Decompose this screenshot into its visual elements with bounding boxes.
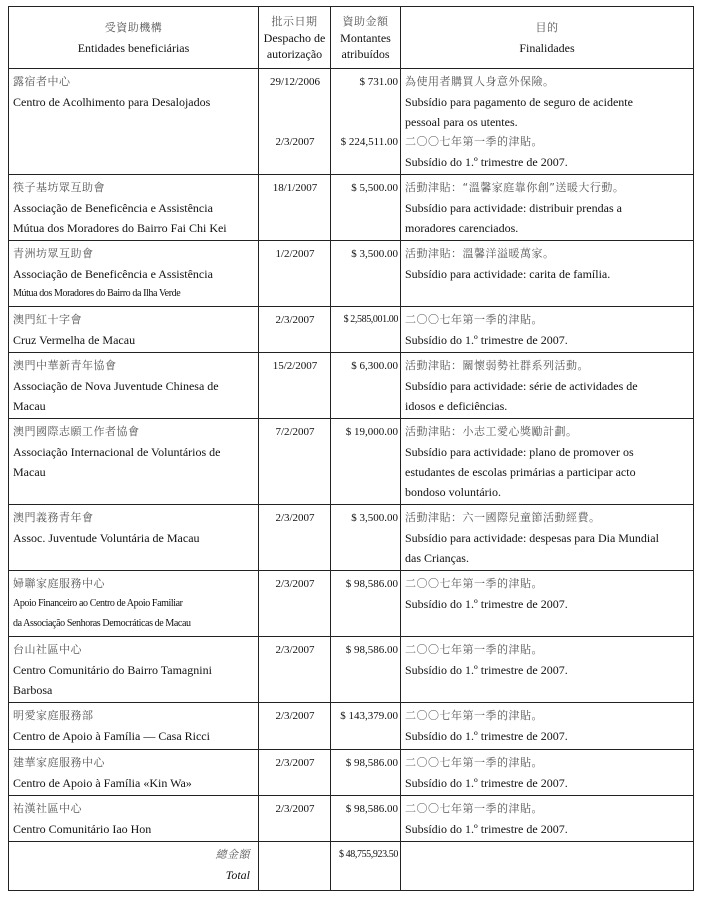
entity-name-pt: Associação Internacional de Voluntários de bbox=[13, 445, 221, 459]
entity-name-pt: da Associação Senhoras Democráticas de Macau bbox=[13, 618, 191, 629]
entity-name-zh: 澳門中華新青年協會 bbox=[13, 359, 117, 372]
purpose-entry bbox=[405, 640, 690, 680]
date-cell bbox=[259, 637, 331, 703]
amount-cell bbox=[331, 69, 401, 175]
amount-cell bbox=[331, 571, 401, 637]
approval-date: 2/3/2007 bbox=[275, 803, 315, 815]
amount-cell bbox=[331, 353, 401, 419]
header-entity-pt: Entidades beneficiárias bbox=[77, 40, 190, 55]
header-purpose-pt: Finalidades bbox=[519, 40, 575, 55]
purpose-pt: estudantes de escolas primárias a participar acto bbox=[405, 465, 636, 479]
amount: $ 98,586.00 bbox=[345, 757, 398, 769]
purpose-pt: Subsídio do 1.º trimestre de 2007. bbox=[405, 333, 568, 347]
amount-cell bbox=[331, 505, 401, 571]
total-amount: $ 48,755,923.50 bbox=[331, 842, 401, 891]
purpose-zh: 二〇〇七年第一季的津貼。 bbox=[405, 709, 543, 722]
entity-name-pt: Barbosa bbox=[13, 683, 53, 697]
table-row bbox=[9, 419, 694, 505]
approval-date: 2/3/2007 bbox=[275, 314, 315, 326]
total-label bbox=[9, 842, 259, 891]
amount: $ 3,500.00 bbox=[351, 248, 398, 260]
total-label-pt: Total bbox=[225, 868, 250, 882]
purpose-pt: Subsídio para actividade: carita de família. bbox=[405, 267, 611, 281]
entity-name-zh: 澳門國際志願工作者協會 bbox=[13, 425, 140, 438]
header-purpose bbox=[401, 7, 694, 69]
purpose-zh: 活動津貼：小志工愛心獎勵計劃。 bbox=[405, 425, 578, 438]
entity-name-zh: 澳門紅十字會 bbox=[13, 313, 82, 326]
approval-date: 2/3/2007 bbox=[275, 512, 315, 524]
purpose-cell bbox=[401, 637, 694, 703]
entity-name-zh: 台山社區中心 bbox=[13, 643, 82, 656]
purpose-cell bbox=[401, 69, 694, 175]
amount-cell bbox=[331, 750, 401, 796]
purpose-cell bbox=[401, 241, 694, 307]
purpose-cell bbox=[401, 419, 694, 505]
header-purpose-zh: 目的 bbox=[535, 20, 559, 34]
purpose-pt: pessoal para os utentes. bbox=[405, 115, 518, 129]
entity-name-pt: Cruz Vermelha de Macau bbox=[13, 333, 136, 347]
amount: $ 224,511.00 bbox=[340, 136, 398, 148]
entity-name-pt: Macau bbox=[13, 465, 46, 479]
approval-date: 15/2/2007 bbox=[272, 360, 318, 372]
purpose-entry bbox=[405, 422, 690, 502]
purpose-cell bbox=[401, 750, 694, 796]
entity-name-pt: Centro Comunitário do Bairro Tamagnini bbox=[13, 663, 212, 677]
header-entity-zh: 受資助機構 bbox=[104, 20, 163, 34]
date-cell bbox=[259, 796, 331, 842]
entity-cell bbox=[9, 750, 259, 796]
table-row bbox=[9, 703, 694, 750]
approval-date: 2/3/2007 bbox=[275, 710, 315, 722]
date-cell bbox=[259, 241, 331, 307]
amount: $ 5,500.00 bbox=[351, 182, 398, 194]
purpose-entry bbox=[405, 574, 690, 614]
entity-name-pt: Centro de Apoio à Família — Casa Ricci bbox=[13, 729, 210, 743]
amount-cell bbox=[331, 637, 401, 703]
purpose-pt: Subsídio para actividade: série de actividades de bbox=[405, 379, 638, 393]
amount-cell bbox=[331, 175, 401, 241]
purpose-cell bbox=[401, 571, 694, 637]
purpose-pt: Subsídio do 1.º trimestre de 2007. bbox=[405, 663, 568, 677]
entity-name-zh: 建華家庭服務中心 bbox=[13, 756, 105, 769]
purpose-zh: 活動津貼：“溫馨家庭靠你創”送暖大行動。 bbox=[405, 181, 625, 194]
entity-name-zh: 露宿者中心 bbox=[13, 75, 71, 88]
header-amount-zh: 資助金額 bbox=[342, 14, 389, 28]
entity-cell bbox=[9, 571, 259, 637]
purpose-cell bbox=[401, 307, 694, 353]
purpose-cell bbox=[401, 796, 694, 842]
entity-name-pt: Mútua dos Moradores do Bairro da Ilha Verde bbox=[13, 288, 181, 299]
purpose-zh: 二〇〇七年第一季的津貼。 bbox=[405, 643, 543, 656]
entity-cell bbox=[9, 353, 259, 419]
amount: $ 6,300.00 bbox=[351, 360, 398, 372]
entity-cell bbox=[9, 241, 259, 307]
entity-cell bbox=[9, 175, 259, 241]
purpose-entry bbox=[405, 799, 690, 839]
purpose-cell bbox=[401, 703, 694, 750]
entity-cell bbox=[9, 637, 259, 703]
purpose-pt: Subsídio do 1.º trimestre de 2007. bbox=[405, 729, 568, 743]
header-amount bbox=[331, 7, 401, 69]
table-row bbox=[9, 353, 694, 419]
purpose-pt: Subsídio do 1.º trimestre de 2007. bbox=[405, 776, 568, 790]
purpose-pt: moradores carenciados. bbox=[405, 221, 519, 235]
purpose-entry bbox=[405, 132, 690, 172]
amount: $ 731.00 bbox=[359, 76, 398, 88]
entity-name-pt: Apoio Financeiro ao Centro de Apoio Familiar bbox=[13, 598, 183, 609]
amount: $ 98,586.00 bbox=[345, 803, 398, 815]
table-row bbox=[9, 307, 694, 353]
entity-name-zh: 婦聯家庭服務中心 bbox=[13, 577, 105, 590]
purpose-zh: 二〇〇七年第一季的津貼。 bbox=[405, 802, 543, 815]
date-cell bbox=[259, 703, 331, 750]
entity-name-pt: Associação de Beneficência e Assistência bbox=[13, 201, 213, 215]
entity-cell bbox=[9, 796, 259, 842]
entity-cell bbox=[9, 307, 259, 353]
purpose-pt: Subsídio do 1.º trimestre de 2007. bbox=[405, 822, 568, 836]
amount-cell bbox=[331, 796, 401, 842]
date-cell bbox=[259, 419, 331, 505]
date-cell bbox=[259, 307, 331, 353]
purpose-pt: Subsídio para actividade: plano de promover os bbox=[405, 445, 634, 459]
table-row bbox=[9, 69, 694, 175]
purpose-entry bbox=[405, 72, 690, 132]
amount-cell bbox=[331, 307, 401, 353]
purpose-cell bbox=[401, 353, 694, 419]
header-date-pt1: Despacho de bbox=[263, 30, 326, 45]
total-row bbox=[9, 842, 694, 891]
purpose-entry bbox=[405, 178, 690, 238]
entity-name-zh: 澳門義務青年會 bbox=[13, 511, 94, 524]
purpose-zh: 為使用者購買人身意外保險。 bbox=[405, 75, 555, 88]
total-date-empty bbox=[259, 842, 331, 891]
header-date bbox=[259, 7, 331, 69]
amount-cell bbox=[331, 419, 401, 505]
entity-cell bbox=[9, 69, 259, 175]
approval-date: 2/3/2007 bbox=[275, 644, 315, 656]
purpose-zh: 二〇〇七年第一季的津貼。 bbox=[405, 313, 543, 326]
date-cell bbox=[259, 69, 331, 175]
entity-name-zh: 祐漢社區中心 bbox=[13, 802, 82, 815]
table-row bbox=[9, 750, 694, 796]
table-row bbox=[9, 796, 694, 842]
purpose-zh: 活動津貼：關懷弱勢社群系列活動。 bbox=[405, 359, 589, 372]
purpose-cell bbox=[401, 175, 694, 241]
entity-name-pt: Associação de Beneficência e Assistência bbox=[13, 267, 213, 281]
approval-date: 1/2/2007 bbox=[275, 248, 315, 260]
purpose-entry bbox=[405, 753, 690, 793]
entity-name-pt: Associação de Nova Juventude Chinesa de bbox=[13, 379, 219, 393]
purpose-entry bbox=[405, 356, 690, 416]
purpose-pt: Subsídio para pagamento de seguro de acidente bbox=[405, 95, 633, 109]
amount: $ 3,500.00 bbox=[351, 512, 398, 524]
approval-date: 2/3/2007 bbox=[275, 136, 315, 148]
table-row bbox=[9, 175, 694, 241]
header-date-zh: 批示日期 bbox=[271, 14, 318, 28]
entity-name-pt: Centro de Apoio à Família «Kin Wa» bbox=[13, 776, 192, 790]
amount: $ 2,585,001.00 bbox=[343, 314, 398, 325]
date-cell bbox=[259, 175, 331, 241]
subsidy-table bbox=[8, 6, 694, 891]
approval-date: 18/1/2007 bbox=[272, 182, 318, 194]
approval-date: 2/3/2007 bbox=[275, 578, 315, 590]
entity-name-zh: 筷子基坊眾互助會 bbox=[13, 181, 105, 194]
purpose-zh: 二〇〇七年第一季的津貼。 bbox=[405, 577, 543, 590]
entity-cell bbox=[9, 419, 259, 505]
table-row bbox=[9, 505, 694, 571]
amount: $ 143,379.00 bbox=[340, 710, 398, 722]
purpose-zh: 活動津貼：六一國際兒童節活動經費。 bbox=[405, 511, 601, 524]
entity-name-pt: Centro Comunitário Iao Hon bbox=[13, 822, 152, 836]
purpose-entry bbox=[405, 244, 690, 284]
header-date-pt2: autorização bbox=[266, 46, 323, 61]
purpose-entry bbox=[405, 310, 690, 350]
approval-date: 2/3/2007 bbox=[275, 757, 315, 769]
date-cell bbox=[259, 353, 331, 419]
entity-cell bbox=[9, 505, 259, 571]
purpose-entry bbox=[405, 508, 690, 568]
entity-name-zh: 青洲坊眾互助會 bbox=[13, 247, 94, 260]
purpose-pt: idosos e deficiências. bbox=[405, 399, 508, 413]
table-body bbox=[9, 69, 694, 842]
date-cell bbox=[259, 505, 331, 571]
total-purpose-empty bbox=[401, 842, 694, 891]
purpose-pt: Subsídio para actividade: despesas para Dia Mundial bbox=[405, 531, 659, 545]
table-row bbox=[9, 241, 694, 307]
purpose-pt: Subsídio do 1.º trimestre de 2007. bbox=[405, 597, 568, 611]
header-amount-pt1: Montantes bbox=[340, 30, 391, 45]
purpose-zh: 二〇〇七年第一季的津貼。 bbox=[405, 135, 543, 148]
total-label-zh: 總金額 bbox=[215, 848, 250, 861]
purpose-zh: 活動津貼：溫馨洋溢暖萬家。 bbox=[405, 247, 555, 260]
approval-date: 29/12/2006 bbox=[269, 76, 321, 88]
table-row bbox=[9, 571, 694, 637]
purpose-pt: Subsídio para actividade: distribuir prendas a bbox=[405, 201, 622, 215]
header-row bbox=[9, 7, 694, 69]
entity-name-pt: Assoc. Juventude Voluntária de Macau bbox=[13, 531, 200, 545]
header-amount-pt2: atribuídos bbox=[341, 46, 390, 61]
approval-date: 7/2/2007 bbox=[275, 426, 315, 438]
date-cell bbox=[259, 750, 331, 796]
amount: $ 19,000.00 bbox=[345, 426, 398, 438]
amount-cell bbox=[331, 241, 401, 307]
entity-name-pt: Mútua dos Moradores do Bairro Fai Chi Kei bbox=[13, 221, 227, 235]
date-cell bbox=[259, 571, 331, 637]
purpose-pt: Subsídio do 1.º trimestre de 2007. bbox=[405, 155, 568, 169]
entity-name-pt: Macau bbox=[13, 399, 46, 413]
amount: $ 98,586.00 bbox=[345, 644, 398, 656]
entity-name-pt: Centro de Acolhimento para Desalojados bbox=[13, 95, 211, 109]
header-entity bbox=[9, 7, 259, 69]
purpose-entry bbox=[405, 706, 690, 746]
amount-cell bbox=[331, 703, 401, 750]
purpose-pt: das Crianças. bbox=[405, 551, 469, 565]
table-row bbox=[9, 637, 694, 703]
entity-cell bbox=[9, 703, 259, 750]
purpose-pt: bondoso voluntário. bbox=[405, 485, 501, 499]
amount: $ 98,586.00 bbox=[345, 578, 398, 590]
purpose-cell bbox=[401, 505, 694, 571]
entity-name-zh: 明愛家庭服務部 bbox=[13, 709, 94, 722]
purpose-zh: 二〇〇七年第一季的津貼。 bbox=[405, 756, 543, 769]
